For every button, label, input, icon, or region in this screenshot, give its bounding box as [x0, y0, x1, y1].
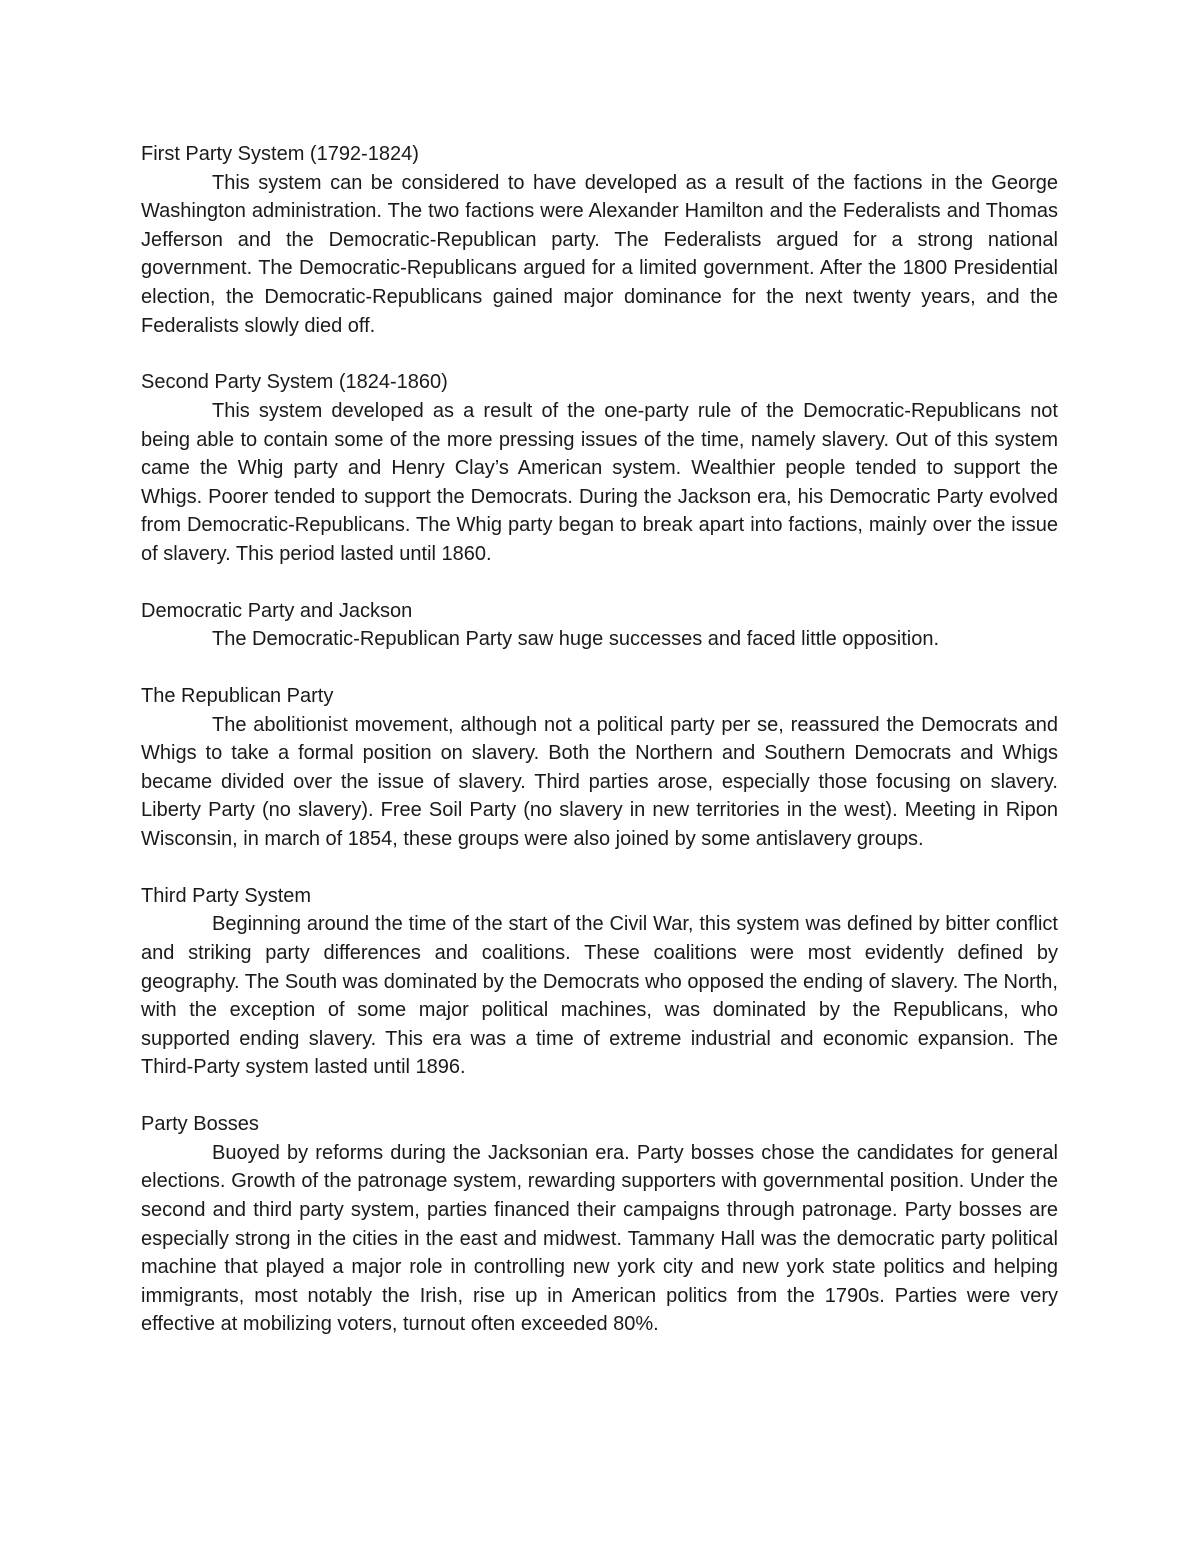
- section-third-party-system: [141, 882, 1058, 1082]
- section-paragraph: Buoyed by reforms during the Jacksonian era. Party bosses chose the candidates for general elections. Growth of the patronage system, rewarding supporters with governmental position. Under the second and third party system, parties financed their campaigns through patronage. Party bosses are especially strong in the cities in the east and midwest. Tammany Hall was the democratic party political machine that played a major role in controlling new york city and new york state politics and helping immigrants, most notably the Irish, rise up in American politics from the 1790s. Parties were very effective at mobilizing voters, turnout often exceeded 80%.: [141, 1141, 1058, 1336]
- section-title: Third Party System: [141, 884, 312, 907]
- section-title: First Party System (1792-1824): [141, 143, 419, 165]
- section-first-party-system: [141, 140, 1058, 340]
- section-paragraph: This system can be considered to have developed as a result of the factions in the George Washington administration. The two factions were Alexander Hamilton and the Federalists and Thomas Jefferson and the Democratic-Republican party. The Federalists argued for a strong national government. The Democratic-Republicans argued for a limited government. After the 1800 Presidential election, the Democratic-Republicans gained major dominance for the next twenty years, and the Federalists slowly died off.: [141, 171, 1058, 337]
- section-republican-party: [141, 682, 1058, 854]
- section-title: The Republican Party: [141, 685, 334, 708]
- section-second-party-system: [141, 368, 1058, 568]
- section-democratic-party-and-jackson: [141, 597, 1058, 654]
- section-paragraph: Beginning around the time of the start of the Civil War, this system was defined by bitter conflict and striking party differences and coalitions. These coalitions were most evidently defined by geography. The South was dominated by the Democrats who opposed the ending of slavery. The North, with the exception of some major political machines, was dominated by the Republicans, who supported ending slavery. This era was a time of extreme industrial and economic expansion. The Third-Party system lasted until 1896.: [141, 913, 1058, 1079]
- section-party-bosses: [141, 1110, 1058, 1339]
- section-paragraph: The Democratic-Republican Party saw huge successes and faced little opposition.: [212, 628, 940, 651]
- section-paragraph: The abolitionist movement, although not a political party per se, reassured the Democrats and Whigs to take a formal position on slavery. Both the Northern and Southern Democrats and Whigs became divided over the issue of slavery. Third parties arose, especially those focusing on slavery. Liberty Party (no slavery). Free Soil Party (no slavery in new territories in the west). Meeting in Ripon Wisconsin, in march of 1854, these groups were also joined by some antislavery groups.: [141, 713, 1058, 851]
- section-title: Democratic Party and Jackson: [141, 599, 413, 622]
- section-title: Second Party System (1824-1860): [141, 371, 448, 394]
- document-body: [141, 140, 1058, 1367]
- section-paragraph: This system developed as a result of the one-party rule of the Democratic-Republicans not being able to contain some of the more pressing issues of the time, namely slavery. Out of this system came the Whig party and Henry Clay’s American system. Wealthier people tended to support the Whigs. Poorer tended to support the Democrats. During the Jackson era, his Democratic Party evolved from Democratic-Republicans. The Whig party began to break apart into factions, mainly over the issue of slavery. This period lasted until 1860.: [141, 399, 1058, 565]
- section-title: Party Bosses: [141, 1113, 259, 1136]
